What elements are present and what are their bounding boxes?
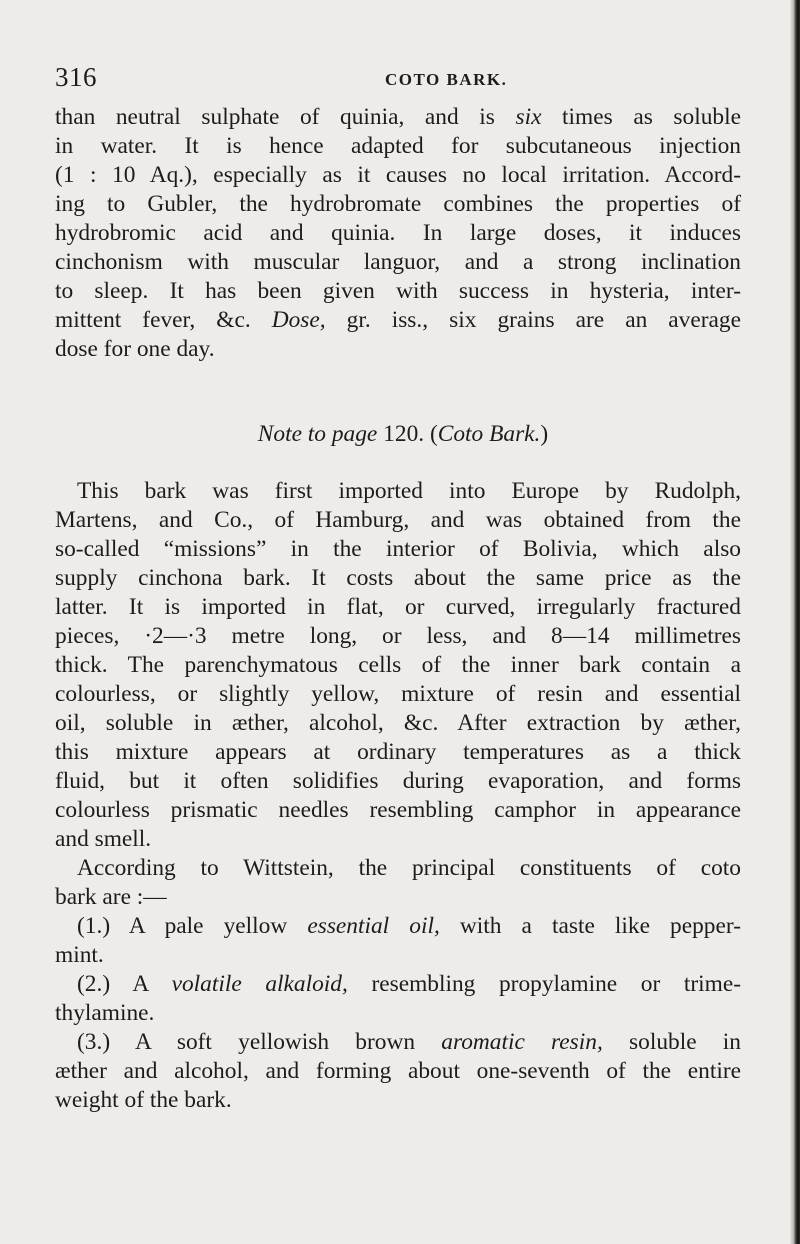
text-line: pieces, ·2—·3 metre long, or less, and 8—14 millimetres bbox=[55, 623, 741, 649]
paragraph-constituents bbox=[55, 854, 741, 912]
list-item-essential-oil bbox=[55, 912, 741, 970]
text-line: than neutral sulphate of quinia, and is six times as soluble bbox=[55, 104, 741, 130]
text-line: oil, soluble in æther, alcohol, &c. After extraction by æther, bbox=[55, 710, 741, 736]
page-header bbox=[55, 62, 745, 98]
text-line: (1 : 10 Aq.), especially as it causes no local irritation. Accord- bbox=[55, 162, 741, 188]
text-line: colourless, or slightly yellow, mixture of resin and essential bbox=[55, 681, 741, 707]
text-line: fluid, but it often solidifies during evaporation, and forms bbox=[55, 768, 741, 794]
note-heading: Note to page 120. (Coto Bark.) bbox=[257, 421, 549, 447]
text-line: latter. It is imported in flat, or curved, irregularly fractured bbox=[55, 594, 741, 620]
text-line: (2.) A volatile alkaloid, resembling propylamine or trime- bbox=[77, 971, 741, 997]
text-line: weight of the bark. bbox=[55, 1087, 232, 1113]
text-line: cinchonism with muscular languor, and a strong inclination bbox=[55, 249, 741, 275]
text-line: so-called “missions” in the interior of Bolivia, which also bbox=[55, 536, 741, 562]
paragraph-hydrobromate bbox=[55, 103, 741, 364]
text-line: supply cinchona bark. It costs about the same price as the bbox=[55, 565, 741, 591]
text-line: thylamine. bbox=[55, 1000, 155, 1026]
list-item-aromatic-resin bbox=[55, 1028, 741, 1115]
text-line: According to Wittstein, the principal constituents of coto bbox=[77, 855, 741, 881]
page-edge-shadow bbox=[790, 0, 800, 1244]
text-line: ing to Gubler, the hydrobromate combines the properties of bbox=[55, 191, 741, 217]
text-line: and smell. bbox=[55, 826, 152, 852]
text-line: dose for one day. bbox=[55, 336, 215, 362]
text-line: (3.) A soft yellowish brown aromatic resin, soluble in bbox=[77, 1029, 741, 1055]
text-line: to sleep. It has been given with success in hysteria, inter- bbox=[55, 278, 741, 304]
text-line: Martens, and Co., of Hamburg, and was obtained from the bbox=[55, 507, 741, 533]
text-line: thick. The parenchymatous cells of the inner bark contain a bbox=[55, 652, 741, 678]
text-line: colourless prismatic needles resembling camphor in appearance bbox=[55, 797, 741, 823]
list-item-volatile-alkaloid bbox=[55, 970, 741, 1028]
text-line: This bark was first imported into Europe by Rudolph, bbox=[77, 478, 741, 504]
text-line: this mixture appears at ordinary temperatures as a thick bbox=[55, 739, 741, 765]
text-line: hydrobromic acid and quinia. In large doses, it induces bbox=[55, 220, 741, 246]
text-line: bark are :— bbox=[55, 884, 167, 910]
page-number: 316 bbox=[55, 62, 97, 92]
text-line: (1.) A pale yellow essential oil, with a taste like pepper- bbox=[77, 913, 741, 939]
body-text bbox=[55, 103, 741, 1115]
running-title: COTO BARK. bbox=[385, 70, 508, 89]
text-line: in water. It is hence adapted for subcutaneous injection bbox=[55, 133, 741, 159]
paragraph-coto-bark bbox=[55, 477, 741, 854]
text-line: mittent fever, &c. Dose, gr. iss., six grains are an average bbox=[55, 307, 741, 333]
text-line: mint. bbox=[55, 942, 104, 968]
text-line: æther and alcohol, and forming about one-seventh of the entire bbox=[55, 1058, 741, 1084]
